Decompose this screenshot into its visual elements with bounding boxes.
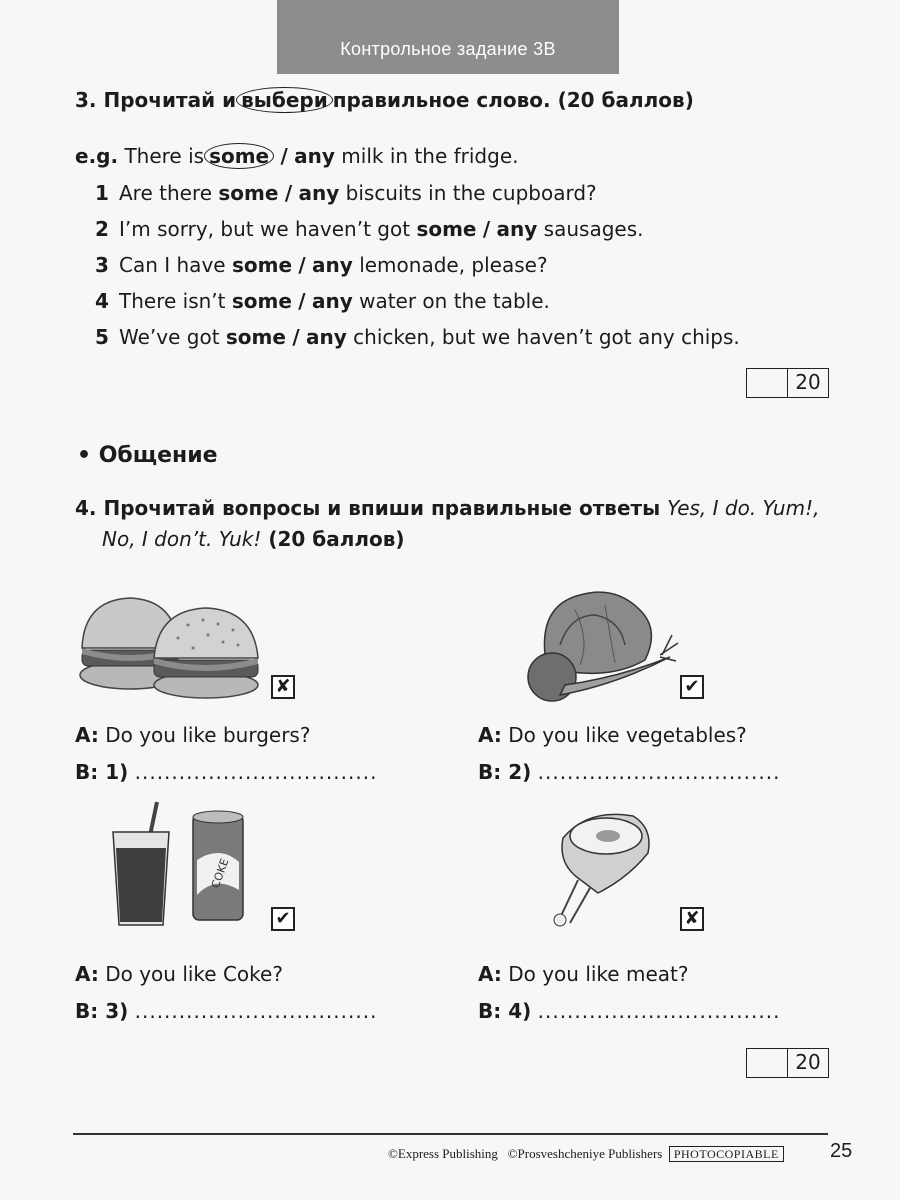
banner-title: Контрольное задание 3В [340, 39, 556, 59]
item-number: 1 [95, 181, 109, 205]
question-text: Do you like vegetables? [508, 723, 747, 747]
option-any[interactable]: any [496, 217, 538, 241]
item-text-after: lemonade, please? [359, 253, 548, 277]
item-text-after: sausages. [543, 217, 644, 241]
page-number: 25 [830, 1140, 853, 1162]
meat-illustration [548, 808, 658, 933]
speaker-b-label: B: 1) [75, 760, 129, 784]
option-any[interactable]: any [306, 325, 347, 349]
score-max: 20 [795, 370, 821, 394]
task4-score-box [746, 1048, 829, 1078]
item-text-after: biscuits in the cupboard? [345, 181, 597, 205]
check-mark-icon: ✔ [680, 675, 704, 699]
coke-illustration [105, 800, 255, 930]
answer-4 [478, 999, 780, 1023]
score-entry-field[interactable] [747, 1049, 788, 1077]
answer-field[interactable]: ................................. [537, 999, 781, 1023]
option-slash: / [284, 181, 293, 205]
score-entry-field[interactable] [747, 369, 788, 397]
example-slash: / [280, 144, 288, 168]
task3-number: 3. [75, 88, 97, 112]
option-some[interactable]: some [231, 289, 292, 313]
speaker-b-label: B: 4) [478, 999, 532, 1023]
item-number: 5 [95, 325, 109, 349]
example-other-option: any [294, 144, 335, 168]
vegetables-illustration [520, 585, 680, 710]
speaker-b-label: B: 3) [75, 999, 129, 1023]
bone-icon [554, 914, 566, 926]
question-text: Do you like meat? [508, 962, 689, 986]
section-title: Общение [98, 443, 218, 468]
example-text-after: milk in the fridge. [341, 144, 519, 168]
question-text: Do you like burgers? [105, 723, 311, 747]
task3-heading [75, 88, 694, 112]
task4-instruction: Прочитай вопросы и впиши правильные ответы [103, 496, 661, 520]
task3-score-box [746, 368, 829, 398]
photocopiable-badge: PHOTOCOPIABLE [669, 1146, 784, 1162]
answer-1 [75, 760, 377, 784]
item-text-before: Can I have [119, 253, 226, 277]
option-slash: / [292, 325, 300, 349]
option-any[interactable]: any [312, 253, 353, 277]
answer-field[interactable]: ................................. [134, 760, 378, 784]
speaker-a-label: A: [75, 962, 99, 986]
burgers-illustration [78, 590, 268, 700]
score-max: 20 [795, 1050, 821, 1074]
task3-instruction-start: Прочитай и [103, 88, 237, 112]
question-3 [75, 962, 283, 986]
example-line [75, 144, 518, 168]
option-slash: / [298, 253, 306, 277]
option-any[interactable]: any [298, 181, 340, 205]
item-text-before: We’ve got [119, 325, 220, 349]
answer-2 [478, 760, 780, 784]
answer-field[interactable]: ................................. [537, 760, 781, 784]
footer-divider [73, 1133, 828, 1135]
example-label: e.g. [75, 144, 119, 168]
item-text-before: I’m sorry, but we haven’t got [119, 217, 411, 241]
publisher-2: ©Prosveshcheniye Publishers [507, 1146, 663, 1161]
publisher-1: ©Express Publishing [388, 1146, 498, 1161]
task3-item-3 [95, 253, 548, 277]
task3-item-5 [95, 325, 740, 349]
task4-points: (20 баллов) [268, 527, 405, 551]
item-number: 3 [95, 253, 109, 277]
speaker-b-label: B: 2) [478, 760, 532, 784]
burger-right-icon [154, 608, 258, 698]
bullet-icon: • [77, 443, 92, 468]
task4-answer-options-1: Yes, I do. Yum!, [667, 496, 820, 520]
item-number: 2 [95, 217, 109, 241]
question-4 [478, 962, 688, 986]
speaker-a-label: A: [75, 723, 99, 747]
cross-mark-icon: ✘ [680, 907, 704, 931]
can-label: COKE [208, 856, 232, 890]
check-mark-icon: ✔ [271, 907, 295, 931]
example-text-before: There is [124, 144, 205, 168]
speaker-a-label: A: [478, 962, 502, 986]
option-some[interactable]: some [416, 217, 477, 241]
item-text-before: There isn’t [119, 289, 226, 313]
task4-heading [75, 493, 819, 555]
task3-item-2 [95, 217, 643, 241]
task3-item-1 [95, 181, 597, 205]
question-1 [75, 723, 310, 747]
item-number: 4 [95, 289, 109, 313]
item-text-before: Are there [119, 181, 213, 205]
section-banner [277, 0, 619, 74]
option-some[interactable]: some [231, 253, 293, 277]
question-text: Do you like Coke? [105, 962, 283, 986]
task3-instruction-end: правильное слово. (20 баллов) [332, 88, 694, 112]
section-heading [77, 443, 218, 468]
speaker-a-label: A: [478, 723, 502, 747]
cross-mark-icon: ✘ [271, 675, 295, 699]
question-2 [478, 723, 747, 747]
example-circled-answer: some [204, 143, 274, 169]
circled-word: выбери [236, 87, 333, 113]
answer-field[interactable]: ................................. [134, 999, 378, 1023]
task4-answer-options-2: No, I don’t. Yuk! [102, 527, 262, 551]
option-some[interactable]: some [218, 181, 279, 205]
item-text-after: water on the table. [359, 289, 550, 313]
item-text-after: chicken, but we haven’t got any chips. [353, 325, 740, 349]
option-any[interactable]: any [311, 289, 353, 313]
footer-publishers [388, 1146, 784, 1162]
option-slash: / [482, 217, 491, 241]
option-slash: / [298, 289, 306, 313]
task3-item-4 [95, 289, 550, 313]
task4-number: 4. [75, 496, 97, 520]
answer-3 [75, 999, 377, 1023]
option-some[interactable]: some [225, 325, 286, 349]
